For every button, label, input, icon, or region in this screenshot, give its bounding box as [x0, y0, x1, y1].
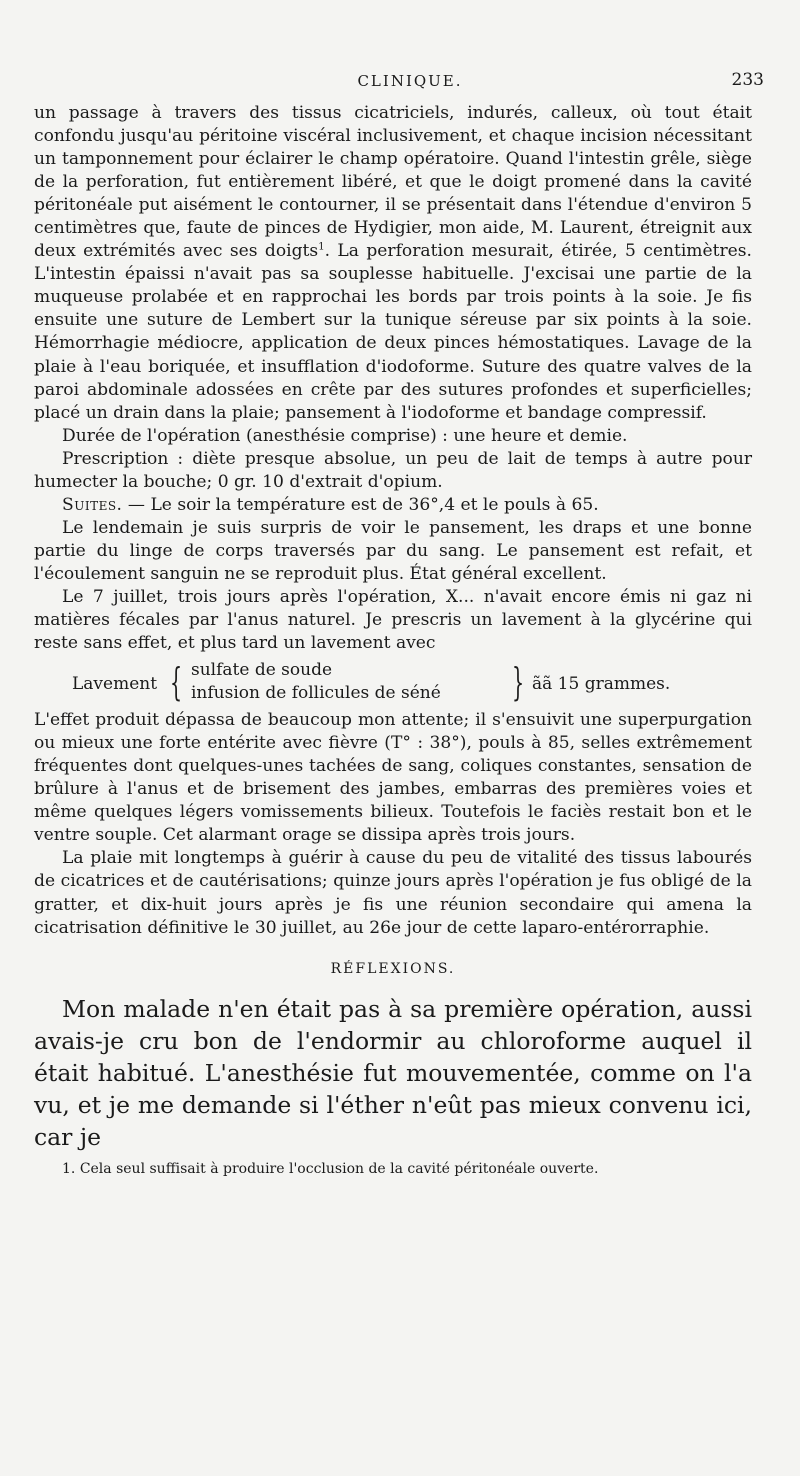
section-title: RÉFLEXIONS. — [330, 960, 456, 977]
paragraph — [34, 494, 752, 517]
footnote-reference: 1 — [318, 241, 325, 253]
paragraph: Le lendemain je suis surpris de voir le pansement, les draps et une bonne partie du linge de corps traversés par du sang. Le pansement est refait, et l'écoulement sanguin ne se reproduit plus. État général excellent. — [34, 517, 752, 584]
footnote-text: Cela seul suffisait à produire l'occlusion de la cavité péritonéale ouverte. — [79, 1160, 599, 1177]
paragraph-label: Suites. — [62, 494, 123, 515]
paragraph-text: — Le soir la température est de 36°,4 et le pouls à 65. — [122, 494, 599, 515]
paragraph — [34, 102, 752, 425]
footnote-number: 1. — [62, 1160, 76, 1177]
formula-dose: ãã 15 grammes. — [532, 674, 671, 695]
paragraph: L'effet produit dépassa de beaucoup mon attente; il s'ensuivit une superpurgation ou mieux une forte entérite avec fièvre (T° : 38°), pouls à 85, selles extrêmement fréquentes dont quelques-unes tachées de sang, coliques constantes, sensation de brûlure à l'anus et de brisement des jambes, embarras des premières voies et même quelques légers vomissements bilieux. Toutefois le faciès restait bon et le ventre souple. Cet alarmant orage se dissipa après trois jours. — [34, 710, 752, 846]
paragraph: La plaie mit longtemps à guérir à cause du peu de vitalité des tissus labourés de cicatrices et de cautérisations; quinze jours après l'opération je fus obligé de la gratter, et dix-huit jours après je fis une réunion secondaire qui amena la cicatrisation définitive le 30 juillet, au 26e jour de cette laparo-entérorraphie. — [34, 848, 752, 938]
running-title: CLINIQUE. — [357, 72, 463, 90]
body-text — [34, 102, 752, 1179]
page-header — [56, 64, 764, 94]
reflexions-section — [34, 993, 752, 1153]
paragraph: Durée de l'opération (anesthésie comprise) : une heure et demie. — [62, 425, 628, 446]
paragraph-text-continued: . La perforation mesurait, étirée, 5 centimètres. L'intestin épaissi n'avait pas sa souplesse habituelle. J'excisai une partie de la muqueuse prolabée et en rapprochai les bords par trois points à la soie. Je fis ensuite une suture de Lembert sur la tunique séreuse par six points à la soie. Hémorrhagie médiocre, application de deux pinces hémostatiques. Lavage de la plaie à l'eau boriquée, et insufflation d'iodoforme. Suture des quatre valves de la paroi abdominale adossées en crête par des sutures profondes et superficielles; placé un drain dans la plaie; pansement à l'iodoforme et bandage compressif. — [34, 241, 752, 423]
paragraph: Mon malade n'en était pas à sa première opération, aussi avais-je cru bon de l'endormir au chloroforme auquel il était habitué. L'anesthésie fut mouvementée, comme on l'a vu, et je me demande si l'éther n'eût pas mieux convenu ici, car je — [34, 994, 752, 1151]
formula-label: Lavement — [72, 674, 158, 695]
right-brace: } — [512, 660, 525, 705]
left-brace: { — [170, 660, 183, 705]
paragraph-text: un passage à travers des tissus cicatriciels, indurés, calleux, où tout était confondu jusqu'au péritoine viscéral inclusivement, et chaque incision nécessitant un tamponnement pour éclairer le champ opératoire. Quand l'intestin grêle, siège de la perforation, fut entièrement libéré, et que le doigt promené dans la cavité péritonéale put aisément le contourner, il se présentait dans l'étendue d'environ 5 centimètres que, faute de pinces de Hydigier, mon aide, M. Laurent, étreignit aux deux extrémités avec ses doigts — [34, 103, 752, 262]
formula-ingredient: infusion de follicules de séné — [191, 683, 441, 704]
footnote — [34, 1159, 752, 1179]
page-number: 233 — [731, 70, 764, 90]
paragraph: Le 7 juillet, trois jours après l'opération, X... n'avait encore émis ni gaz ni matières fécales par l'anus naturel. Je prescris un lavement à la glycérine qui reste sans effet, et plus tard un lavement avec — [34, 586, 752, 654]
formula-ingredient: sulfate de soude — [191, 660, 333, 681]
paragraph: Prescription : diète presque absolue, un peu de lait de temps à autre pour humecter la bouche; 0 gr. 10 d'extrait d'opium. — [34, 448, 752, 492]
prescription-formula — [34, 659, 752, 707]
